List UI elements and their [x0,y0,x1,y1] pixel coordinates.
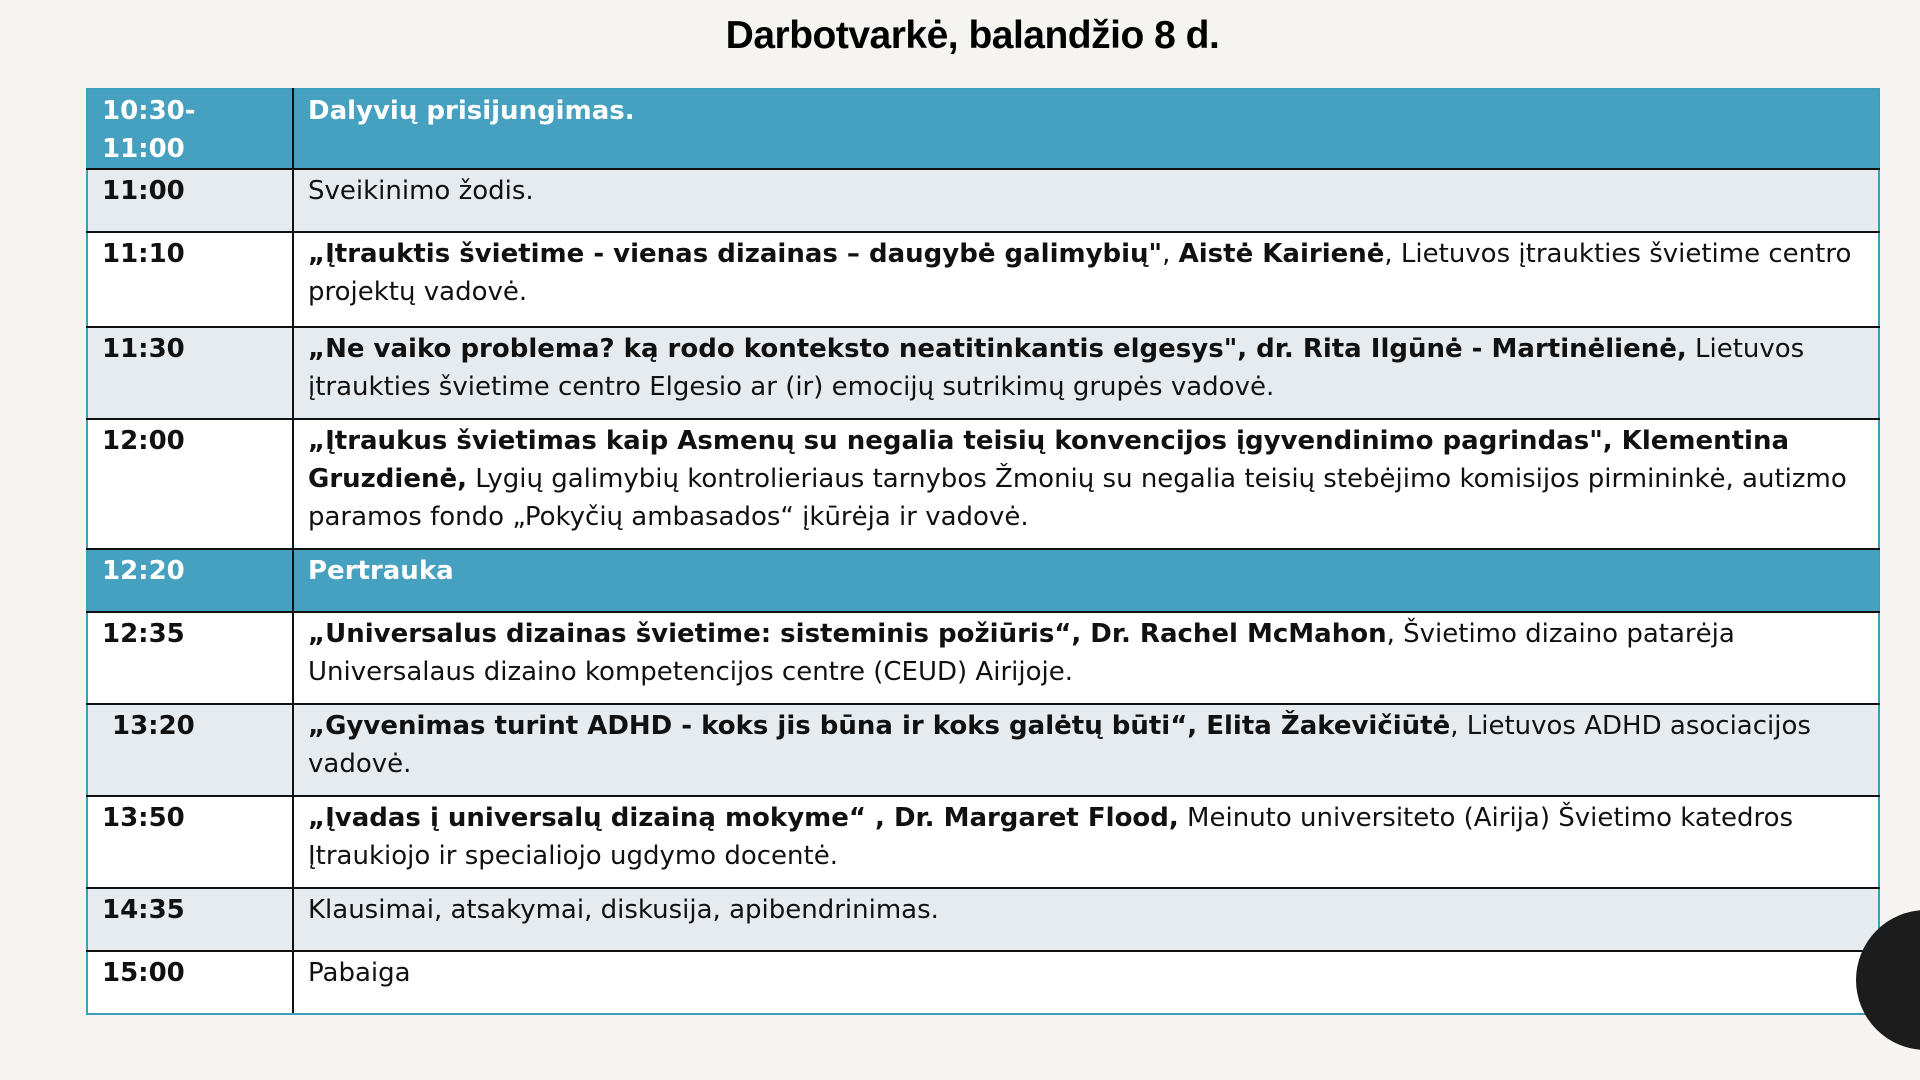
speaker-role: , Lietuvos įtraukties švietime centro projektų vadovė. [308,239,1852,307]
agenda-row [87,89,1879,169]
time-cell: 12:20 [87,549,293,612]
description-text: Sveikinimo žodis. [308,176,534,206]
time-cell: 15:00 [87,951,293,1014]
talk-title: „Įvadas į universalų dizainą mokyme“ , Dr. Margaret Flood, [308,803,1179,833]
agenda-row [87,612,1879,704]
page-title: Darbotvarkė, balandžio 8 d. [725,14,1220,57]
agenda-row [87,888,1879,951]
talk-title: „Ne vaiko problema? ką rodo konteksto neatitinkantis elgesys", dr. Rita Ilgūnė - Martinėlienė, [308,334,1687,364]
speaker-name: Aistė Kairienė [1178,239,1385,269]
time-cell: 13:50 [87,796,293,888]
time-cell: 10:30-11:00 [87,89,293,169]
time-cell [87,704,293,796]
speaker-role: Lietuvos įtraukties švietime centro Elgesio ar (ir) emocijų sutrikimų grupės vadovė. [308,334,1805,402]
agenda-row [87,232,1879,327]
speaker-role: , Lietuvos ADHD asociacijos vadovė. [308,711,1811,779]
talk-title: „Universalus dizainas švietime: sisteminis požiūris“, Dr. Rachel McMahon [308,619,1387,649]
description-cell [293,327,1879,419]
agenda-row [87,951,1879,1014]
speaker-role: Meinuto universiteto (Airija) Švietimo katedros Įtraukiojo ir specialiojo ugdymo docentė. [308,803,1794,871]
separator-text: , [1162,239,1179,269]
description-cell [293,704,1879,796]
agenda-row [87,549,1879,612]
talk-title: „Įtraukus švietimas kaip Asmenų su negalia teisių konvencijos įgyvendinimo pagrindas", Klementina Gruzdienė, [308,426,1789,494]
agenda-body [87,89,1879,1014]
agenda-row [87,704,1879,796]
agenda-row [87,796,1879,888]
description-text: Dalyvių prisijungimas. [308,96,635,126]
time-cell: 12:35 [87,612,293,704]
talk-title: „Gyvenimas turint ADHD - koks jis būna ir koks galėtų būti“, Elita Žakevičiūtė [308,711,1451,741]
agenda-row [87,419,1879,549]
description-cell [293,612,1879,704]
description-cell [293,89,1879,169]
agenda-row [87,169,1879,232]
time-cell: 11:30 [87,327,293,419]
time-cell: 14:35 [87,888,293,951]
talk-title: „Įtrauktis švietime - vienas dizainas – daugybė galimybių" [308,239,1163,269]
description-cell [293,951,1879,1014]
description-cell [293,888,1879,951]
description-text: Klausimai, atsakymai, diskusija, apibendrinimas. [308,895,939,925]
agenda-row [87,327,1879,419]
time-cell: 11:00 [87,169,293,232]
agenda-table [86,88,1880,1015]
time-cell: 12:00 [87,419,293,549]
description-cell [293,796,1879,888]
description-cell [293,419,1879,549]
speaker-role: , Švietimo dizaino patarėja Universalaus dizaino kompetencijos centre (CEUD) Airijoje. [308,619,1735,687]
speaker-role: Lygių galimybių kontrolieriaus tarnybos Žmonių su negalia teisių stebėjimo komisijos pirmininkė, autizmo paramos fondo „Pokyčių ambasados“ įkūrėja ir vadovė. [308,464,1847,532]
time-text: 13:20 [112,711,195,741]
description-cell [293,549,1879,612]
description-cell [293,232,1879,327]
time-cell: 11:10 [87,232,293,327]
description-text: Pabaiga [308,958,411,988]
description-cell [293,169,1879,232]
description-text: Pertrauka [308,556,454,586]
